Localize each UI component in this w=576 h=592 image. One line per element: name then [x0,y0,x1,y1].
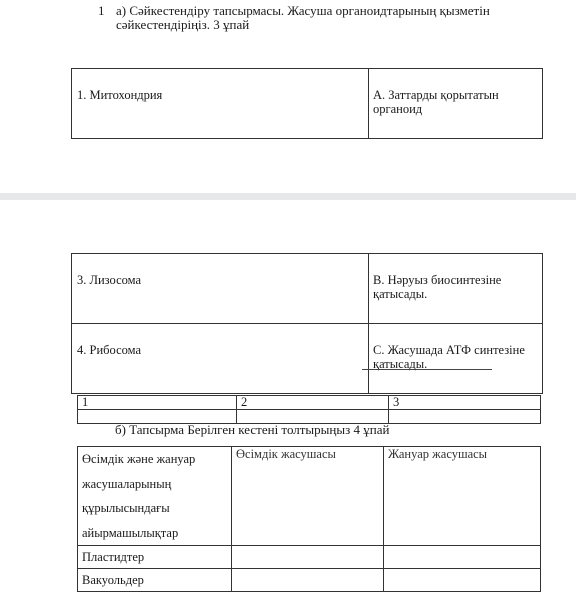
question-number: 1 [98,3,105,18]
plant-answer-cell[interactable] [232,546,384,569]
table-row [72,69,543,139]
differences-header [78,447,232,546]
row-label: Вакуольдер [78,569,232,592]
page-gap [0,193,576,200]
table-row [78,447,541,546]
table-row [72,324,543,394]
answer-cell-3[interactable] [389,410,541,424]
table-row [78,546,541,569]
animal-answer-cell[interactable] [384,546,541,569]
plant-cell-header: Өсімдік жасушасы [232,447,384,546]
matching-table-top [71,68,543,139]
animal-answer-cell[interactable] [384,569,541,592]
table-row [78,396,541,410]
row-label: Пластидтер [78,546,232,569]
function-cell: А. Заттарды қорытатын органоид [369,69,543,139]
answer-header-3: 3 [389,396,541,410]
differences-line: айырмашылықтар [82,525,179,540]
divider-line [362,369,492,370]
answer-table [77,395,541,424]
function-cell: В. Нәруыз биосинтезіне қатысады. [369,254,543,324]
part-b-heading: б) Тапсырма Берілген кестені толтырыңыз 4 ұпай [115,422,390,437]
differences-line: құрылысындағы [82,501,170,515]
matching-table-bottom [71,253,543,394]
answer-header-1: 1 [78,396,237,410]
table-row [72,254,543,324]
differences-line: Өсімдік және жануар [82,452,196,466]
function-cell: С. Жасушада АТФ синтезіне қатысады. [369,324,543,394]
organelle-cell: 3. Лизосома [72,254,369,324]
answer-header-2: 2 [237,396,389,410]
organelle-cell: 4. Рибосома [72,324,369,394]
table-row [78,569,541,592]
organelle-cell: 1. Митохондрия [72,69,369,139]
plant-answer-cell[interactable] [232,569,384,592]
question-text: а) Сәйкестендіру тапсырмасы. Жасуша органоидтарының қызметін сәйкестендіріңіз. 3 ұпай [116,3,490,32]
differences-line: жасушаларының [82,476,172,491]
comparison-table [77,446,541,592]
animal-cell-header: Жануар жасушасы [384,447,541,546]
